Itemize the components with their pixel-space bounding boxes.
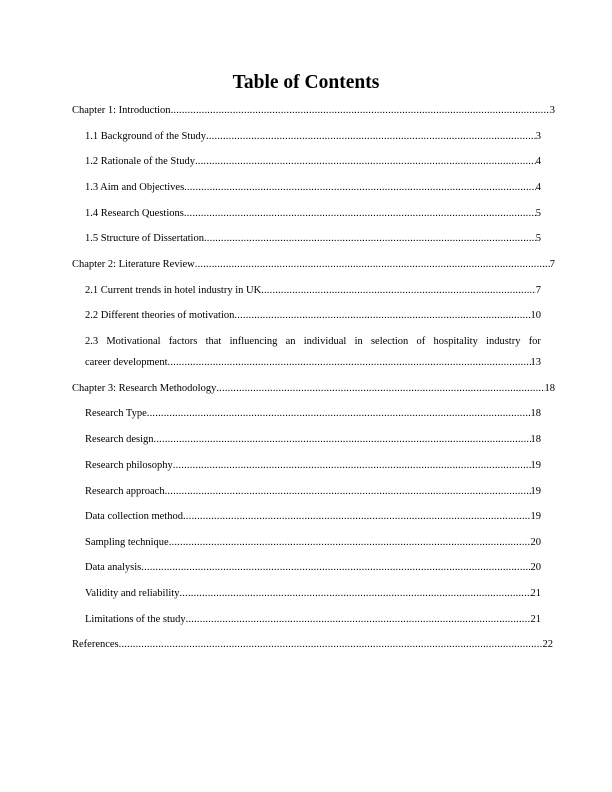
dot-leader xyxy=(184,181,536,194)
toc-entry-page: 3 xyxy=(535,131,541,142)
toc-entry-label: Research Type xyxy=(85,408,147,419)
dot-leader xyxy=(204,232,536,245)
toc-word: for xyxy=(528,336,541,347)
dot-leader xyxy=(206,130,536,143)
toc-word: hospitality xyxy=(433,336,478,347)
toc-entry-chapter-1[interactable] xyxy=(72,104,555,117)
toc-entry-page: 18 xyxy=(530,434,541,445)
toc-word: Motivational xyxy=(106,336,161,347)
toc-entry-page: 19 xyxy=(530,460,541,471)
toc-entry-1-2[interactable] xyxy=(85,155,541,168)
toc-entry-validity-reliability[interactable] xyxy=(85,587,541,600)
toc-word: 2.3 xyxy=(85,336,99,347)
toc-entry-label: 1.5 Structure of Dissertation xyxy=(85,233,204,244)
toc-entry-label: Data collection method xyxy=(85,511,183,522)
toc-entry-page: 5 xyxy=(535,208,541,219)
toc-entry-2-2[interactable] xyxy=(85,309,541,322)
dot-leader xyxy=(168,356,531,369)
toc-entry-research-type[interactable] xyxy=(85,407,541,420)
dot-leader xyxy=(169,536,531,549)
toc-word: factors xyxy=(168,336,198,347)
toc-word: individual xyxy=(303,336,347,347)
toc-entry-research-approach[interactable] xyxy=(85,485,541,498)
toc-entry-label: 2.2 Different theories of motivation xyxy=(85,310,235,321)
toc-entry-label: 1.4 Research Questions xyxy=(85,208,184,219)
toc-entry-references[interactable] xyxy=(72,638,553,651)
toc-entry-label: Research philosophy xyxy=(85,460,173,471)
dot-leader xyxy=(154,433,531,446)
toc-entry-label: Research design xyxy=(85,434,154,445)
toc-word: of xyxy=(416,336,426,347)
toc-entry-page: 18 xyxy=(530,408,541,419)
toc-entry-page: 19 xyxy=(530,486,541,497)
toc-entry-label: Data analysis xyxy=(85,562,142,573)
toc-entry-label: Limitations of the study xyxy=(85,614,186,625)
toc-word: influencing xyxy=(229,336,278,347)
toc-entry-page: 5 xyxy=(535,233,541,244)
toc-entry-data-collection[interactable] xyxy=(85,510,541,523)
toc-entry-label: Validity and reliability xyxy=(85,588,180,599)
toc-entry-chapter-3[interactable] xyxy=(72,382,555,395)
toc-entry-1-5[interactable] xyxy=(85,232,541,245)
toc-entry-chapter-2[interactable] xyxy=(72,258,555,271)
dot-leader xyxy=(195,155,536,168)
toc-entry-label: Chapter 2: Literature Review xyxy=(72,259,195,270)
toc-word: industry xyxy=(486,336,521,347)
page-title: Table of Contents xyxy=(232,72,380,93)
toc-word: that xyxy=(205,336,222,347)
dot-leader xyxy=(165,485,531,498)
toc-entry-sampling-technique[interactable] xyxy=(85,536,541,549)
dot-leader xyxy=(195,258,550,271)
dot-leader xyxy=(186,613,531,626)
toc-entry-page: 18 xyxy=(544,383,555,394)
dot-leader xyxy=(179,587,530,600)
toc-entry-label: Chapter 1: Introduction xyxy=(72,105,171,116)
toc-entry-2-3-line-1[interactable] xyxy=(85,335,541,348)
dot-leader xyxy=(141,561,530,574)
toc-entry-page: 3 xyxy=(549,105,555,116)
toc-entry-page: 4 xyxy=(535,182,541,193)
dot-leader xyxy=(171,104,550,117)
toc-entry-page: 22 xyxy=(542,639,553,650)
toc-entry-research-philosophy[interactable] xyxy=(85,459,541,472)
dot-leader xyxy=(216,382,544,395)
toc-entry-2-1[interactable] xyxy=(85,284,541,297)
toc-entry-label: Sampling technique xyxy=(85,537,169,548)
toc-entry-label: 1.3 Aim and Objectives xyxy=(85,182,185,193)
toc-entry-page: 4 xyxy=(535,156,541,167)
toc-entry-page: 13 xyxy=(530,357,541,368)
toc-entry-1-3[interactable] xyxy=(85,181,541,194)
toc-entry-page: 10 xyxy=(530,310,541,321)
toc-word: in xyxy=(354,336,363,347)
toc-entry-label: Research approach xyxy=(85,486,165,497)
toc-entry-label: 1.1 Background of the Study xyxy=(85,131,207,142)
dot-leader xyxy=(147,407,531,420)
toc-entry-page: 20 xyxy=(530,537,541,548)
toc-entry-1-1[interactable] xyxy=(85,130,541,143)
dot-leader xyxy=(173,459,531,472)
toc-entry-label: 1.2 Rationale of the Study xyxy=(85,156,195,167)
dot-leader xyxy=(184,207,536,220)
toc-entry-page: 20 xyxy=(530,562,541,573)
toc-entry-label: 2.1 Current trends in hotel industry in UK xyxy=(85,285,262,296)
toc-entry-2-3-line-2[interactable] xyxy=(85,356,541,369)
dot-leader xyxy=(119,638,543,651)
toc-entry-page: 7 xyxy=(549,259,555,270)
toc-word: an xyxy=(285,336,296,347)
toc-entry-page: 21 xyxy=(530,588,541,599)
toc-entry-1-4[interactable] xyxy=(85,207,541,220)
toc-entry-page: 19 xyxy=(530,511,541,522)
toc-word: selection xyxy=(370,336,409,347)
dot-leader xyxy=(234,309,530,322)
toc-entry-research-design[interactable] xyxy=(85,433,541,446)
dot-leader xyxy=(183,510,531,523)
dot-leader xyxy=(261,284,536,297)
toc-entry-page: 21 xyxy=(530,614,541,625)
toc-entry-label: career development xyxy=(85,357,168,368)
toc-entry-limitations[interactable] xyxy=(85,613,541,626)
toc-entry-data-analysis[interactable] xyxy=(85,561,541,574)
toc-entry-label: Chapter 3: Research Methodology xyxy=(72,383,217,394)
toc-entry-label: References xyxy=(72,639,119,650)
toc-entry-page: 7 xyxy=(535,285,541,296)
